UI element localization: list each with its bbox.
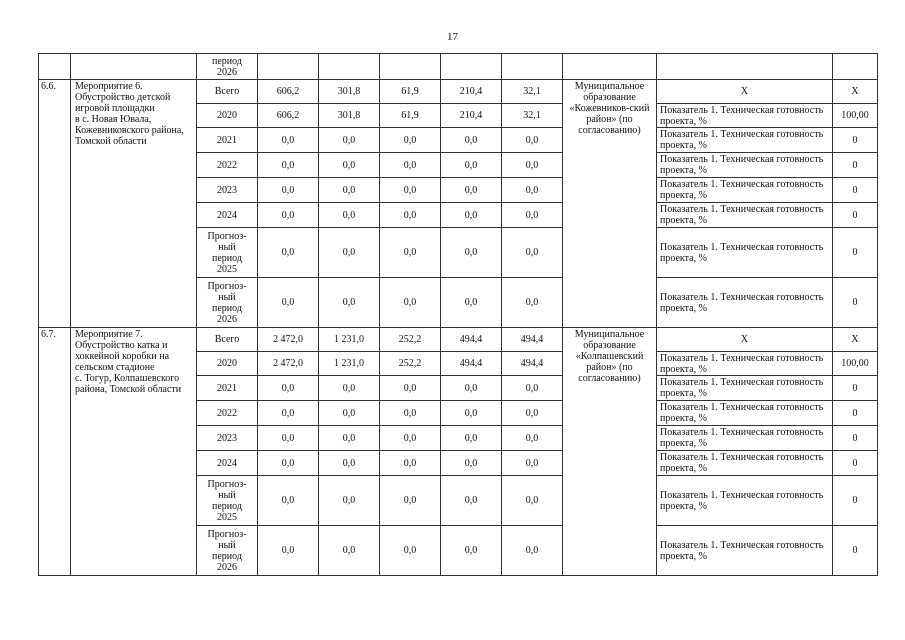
year-cell: Прогноз- ный период 2026: [197, 526, 258, 576]
amount-cell: 0,0: [380, 203, 441, 228]
amount-cell: 1 231,0: [319, 328, 380, 352]
year-cell: 2023: [197, 178, 258, 203]
amount-cell: 0,0: [258, 476, 319, 526]
target-value-cell: 0: [833, 203, 878, 228]
amount-cell: 0,0: [319, 128, 380, 153]
amount-cell: 61,9: [380, 104, 441, 128]
amount-cell: 0,0: [380, 228, 441, 278]
indicator-cell: Показатель 1. Техническая готовность проекта, %: [657, 128, 833, 153]
amount-cell: 606,2: [258, 80, 319, 104]
indicator-cell: Показатель 1. Техническая готовность проекта, %: [657, 352, 833, 376]
amount-cell: 0,0: [319, 451, 380, 476]
amount-cell: 494,4: [441, 352, 502, 376]
target-value-cell: 0: [833, 128, 878, 153]
year-cell: Всего: [197, 80, 258, 104]
amount-cell: 0,0: [380, 153, 441, 178]
amount-cell: 0,0: [319, 526, 380, 576]
empty-cell: [258, 54, 319, 80]
amount-cell: 0,0: [502, 401, 563, 426]
amount-cell: 2 472,0: [258, 328, 319, 352]
indicator-cell: Показатель 1. Техническая готовность проекта, %: [657, 104, 833, 128]
amount-cell: 32,1: [502, 104, 563, 128]
target-value-cell: 0: [833, 376, 878, 401]
year-cell: 2023: [197, 426, 258, 451]
target-value-cell: Х: [833, 80, 878, 104]
empty-cell: [380, 54, 441, 80]
target-value-cell: 0: [833, 426, 878, 451]
amount-cell: 0,0: [502, 526, 563, 576]
amount-cell: 252,2: [380, 328, 441, 352]
amount-cell: 0,0: [502, 128, 563, 153]
budget-table: [38, 53, 878, 576]
executor-cell: Муниципальное образование «Колпашевский район» (по согласованию): [563, 328, 657, 576]
indicator-cell: Показатель 1. Техническая готовность проекта, %: [657, 178, 833, 203]
amount-cell: 0,0: [258, 526, 319, 576]
amount-cell: 0,0: [319, 228, 380, 278]
year-cell: Прогноз- ный период 2025: [197, 476, 258, 526]
amount-cell: 0,0: [441, 278, 502, 328]
year-cell: период 2026: [197, 54, 258, 80]
empty-cell: [39, 54, 71, 80]
amount-cell: 0,0: [502, 476, 563, 526]
amount-cell: 0,0: [319, 178, 380, 203]
empty-cell: [502, 54, 563, 80]
year-cell: 2020: [197, 352, 258, 376]
amount-cell: 0,0: [380, 426, 441, 451]
table-row: [39, 328, 878, 352]
executor-cell: Муниципальное образование «Кожевников-ский район» (по согласованию): [563, 80, 657, 328]
indicator-cell: Показатель 1. Техническая готовность проекта, %: [657, 451, 833, 476]
amount-cell: 210,4: [441, 104, 502, 128]
year-cell: 2022: [197, 401, 258, 426]
amount-cell: 32,1: [502, 80, 563, 104]
amount-cell: 0,0: [380, 376, 441, 401]
amount-cell: 0,0: [380, 401, 441, 426]
indicator-cell: Показатель 1. Техническая готовность проекта, %: [657, 401, 833, 426]
amount-cell: 0,0: [319, 401, 380, 426]
indicator-cell: Показатель 1. Техническая готовность проекта, %: [657, 376, 833, 401]
empty-cell: [319, 54, 380, 80]
year-cell: Прогноз- ный период 2025: [197, 228, 258, 278]
amount-cell: 0,0: [258, 278, 319, 328]
target-value-cell: 100,00: [833, 104, 878, 128]
amount-cell: 0,0: [441, 153, 502, 178]
amount-cell: 0,0: [441, 178, 502, 203]
year-cell: 2024: [197, 451, 258, 476]
amount-cell: 0,0: [441, 526, 502, 576]
amount-cell: 0,0: [319, 278, 380, 328]
amount-cell: 0,0: [502, 376, 563, 401]
amount-cell: 0,0: [502, 426, 563, 451]
page-number: 17: [447, 31, 458, 43]
table-row: [39, 54, 878, 80]
target-value-cell: 0: [833, 278, 878, 328]
amount-cell: 61,9: [380, 80, 441, 104]
amount-cell: 0,0: [502, 153, 563, 178]
amount-cell: 0,0: [380, 128, 441, 153]
amount-cell: 0,0: [319, 203, 380, 228]
year-cell: 2022: [197, 153, 258, 178]
table-row: [39, 80, 878, 104]
amount-cell: 2 472,0: [258, 352, 319, 376]
target-value-cell: 100,00: [833, 352, 878, 376]
empty-cell: [441, 54, 502, 80]
target-value-cell: 0: [833, 228, 878, 278]
measure-name: Мероприятие 6. Обустройство детской игровой площадки в с. Новая Ювала, Кожевниковского района, Томской области: [71, 80, 197, 328]
amount-cell: 494,4: [502, 328, 563, 352]
amount-cell: 0,0: [441, 128, 502, 153]
amount-cell: 0,0: [380, 451, 441, 476]
amount-cell: 0,0: [319, 153, 380, 178]
amount-cell: 1 231,0: [319, 352, 380, 376]
empty-cell: [71, 54, 197, 80]
amount-cell: 0,0: [258, 401, 319, 426]
measure-number: 6.6.: [39, 80, 71, 328]
amount-cell: 606,2: [258, 104, 319, 128]
indicator-cell: Показатель 1. Техническая готовность проекта, %: [657, 203, 833, 228]
target-value-cell: 0: [833, 153, 878, 178]
amount-cell: 0,0: [258, 203, 319, 228]
indicator-cell: Показатель 1. Техническая готовность проекта, %: [657, 153, 833, 178]
amount-cell: 0,0: [319, 426, 380, 451]
amount-cell: 0,0: [502, 178, 563, 203]
amount-cell: 0,0: [502, 278, 563, 328]
amount-cell: 0,0: [258, 376, 319, 401]
year-cell: 2021: [197, 128, 258, 153]
amount-cell: 0,0: [258, 178, 319, 203]
amount-cell: 301,8: [319, 104, 380, 128]
amount-cell: 0,0: [502, 203, 563, 228]
amount-cell: 0,0: [319, 476, 380, 526]
year-cell: 2021: [197, 376, 258, 401]
indicator-cell: Показатель 1. Техническая готовность проекта, %: [657, 476, 833, 526]
indicator-cell: Показатель 1. Техническая готовность проекта, %: [657, 526, 833, 576]
amount-cell: 494,4: [441, 328, 502, 352]
amount-cell: 0,0: [258, 228, 319, 278]
indicator-cell: Х: [657, 328, 833, 352]
amount-cell: 0,0: [380, 526, 441, 576]
amount-cell: 252,2: [380, 352, 441, 376]
amount-cell: 0,0: [502, 228, 563, 278]
year-cell: Всего: [197, 328, 258, 352]
amount-cell: 0,0: [441, 476, 502, 526]
empty-cell: [657, 54, 833, 80]
year-cell: 2024: [197, 203, 258, 228]
target-value-cell: 0: [833, 178, 878, 203]
empty-cell: [833, 54, 878, 80]
indicator-cell: Показатель 1. Техническая готовность проекта, %: [657, 426, 833, 451]
target-value-cell: 0: [833, 451, 878, 476]
amount-cell: 0,0: [258, 426, 319, 451]
indicator-cell: Х: [657, 80, 833, 104]
amount-cell: 301,8: [319, 80, 380, 104]
measure-name: Мероприятие 7. Обустройство катка и хоккейной коробки на сельском стадионе с. Тогур, Колпашевского района, Томской области: [71, 328, 197, 576]
amount-cell: 0,0: [380, 178, 441, 203]
amount-cell: 0,0: [319, 376, 380, 401]
amount-cell: 0,0: [441, 228, 502, 278]
amount-cell: 0,0: [380, 278, 441, 328]
amount-cell: 0,0: [258, 153, 319, 178]
measure-number: 6.7.: [39, 328, 71, 576]
year-cell: 2020: [197, 104, 258, 128]
amount-cell: 0,0: [258, 128, 319, 153]
year-cell: Прогноз- ный период 2026: [197, 278, 258, 328]
amount-cell: 0,0: [441, 203, 502, 228]
amount-cell: 0,0: [258, 451, 319, 476]
empty-cell: [563, 54, 657, 80]
indicator-cell: Показатель 1. Техническая готовность проекта, %: [657, 228, 833, 278]
target-value-cell: 0: [833, 401, 878, 426]
target-value-cell: Х: [833, 328, 878, 352]
amount-cell: 0,0: [441, 376, 502, 401]
target-value-cell: 0: [833, 476, 878, 526]
indicator-cell: Показатель 1. Техническая готовность проекта, %: [657, 278, 833, 328]
amount-cell: 0,0: [441, 401, 502, 426]
amount-cell: 494,4: [502, 352, 563, 376]
target-value-cell: 0: [833, 526, 878, 576]
amount-cell: 0,0: [441, 451, 502, 476]
amount-cell: 210,4: [441, 80, 502, 104]
amount-cell: 0,0: [380, 476, 441, 526]
amount-cell: 0,0: [502, 451, 563, 476]
amount-cell: 0,0: [441, 426, 502, 451]
